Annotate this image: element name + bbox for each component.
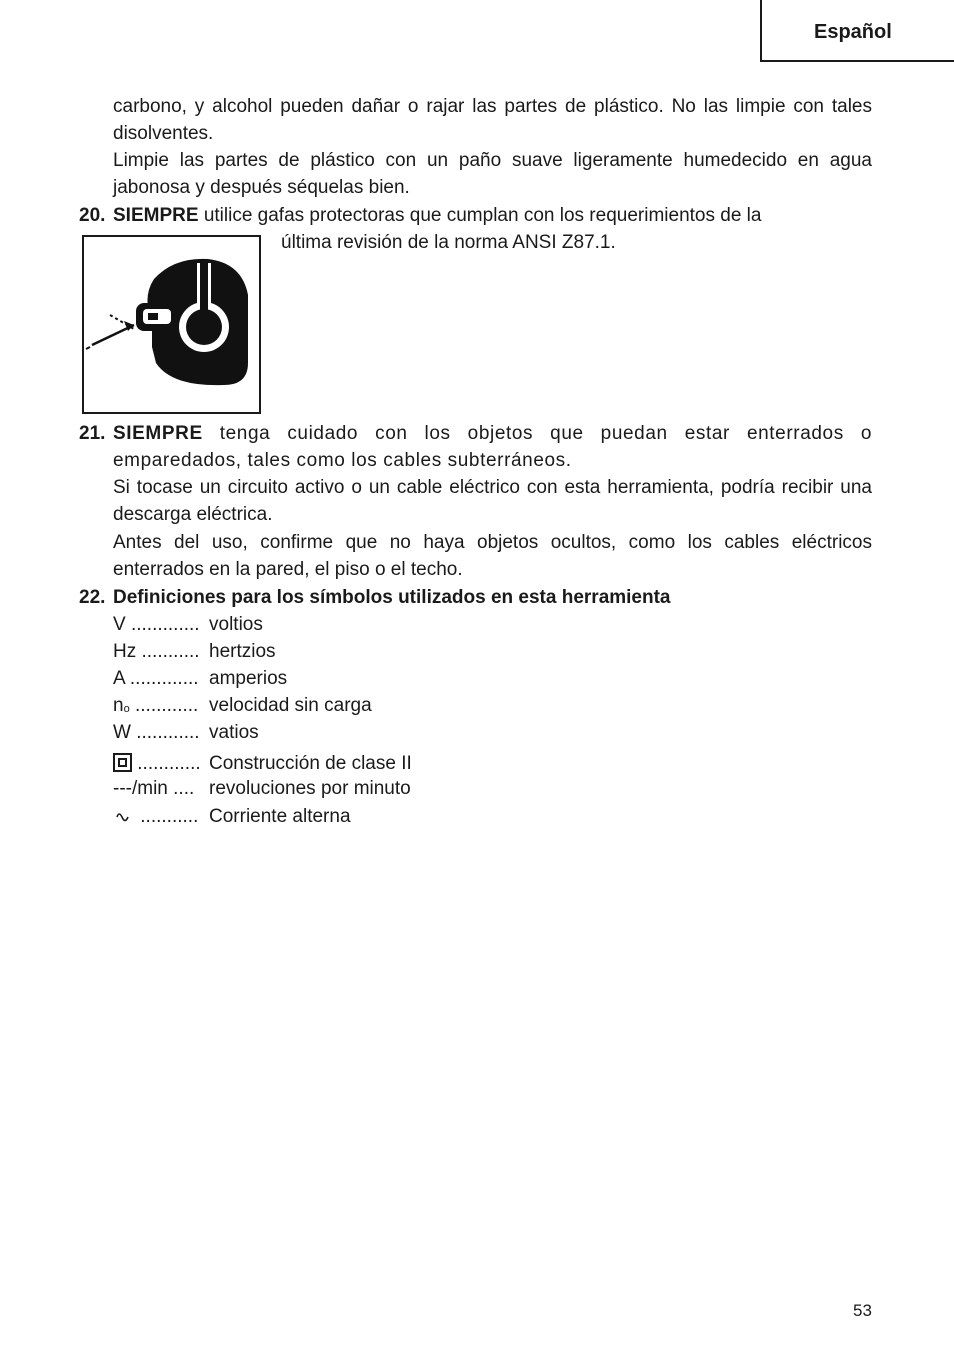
symbol-value: amperios (209, 668, 288, 689)
symbol-value: voltios (209, 614, 263, 635)
item-22-number: 22. (79, 587, 106, 608)
language-label: Español (814, 21, 892, 43)
symbol-row-hertz (113, 638, 276, 665)
symbol-value: revoluciones por minuto (209, 778, 411, 799)
item-22-heading: Definiciones para los símbolos utilizados en esta herramienta (113, 587, 671, 608)
item-21-paragraph-3: Antes del uso, confirme que no haya objetos ocultos, como los cables eléctricos enterrados en la pared, el piso o el techo. (113, 532, 872, 580)
symbol-key: W ............ (113, 722, 200, 743)
symbol-value: Construcción de clase II (209, 753, 412, 774)
symbol-row-alternating-current (113, 803, 351, 830)
item-21-text: tenga cuidado con los objetos que puedan estar enterrados o emparedados, tales como los cables subterráneos. (113, 423, 872, 471)
alternating-current-icon (113, 809, 135, 827)
symbol-row-amperes (113, 665, 288, 692)
symbol-value: Corriente alterna (209, 806, 351, 827)
symbol-value: velocidad sin carga (209, 695, 372, 716)
item-21-paragraph-2: Si tocase un circuito activo o un cable eléctrico con esta herramienta, podría recibir una descarga eléctrica. (113, 477, 872, 525)
class-ii-icon (113, 753, 132, 772)
symbol-key: ............ (113, 750, 209, 777)
item-20-text-a: utilice gafas protectoras que cumplan con los requerimientos de la (203, 205, 762, 226)
item-21-number: 21. (79, 423, 106, 444)
symbol-value: vatios (209, 722, 259, 743)
symbol-key: A ............. (113, 668, 199, 689)
symbol-key: V ............. (113, 614, 200, 635)
page-number: 53 (853, 1301, 872, 1320)
language-tab (760, 0, 954, 62)
symbol-value: hertzios (209, 641, 276, 662)
symbol-key: $n_o$ ............ (113, 695, 199, 716)
symbol-row-class-ii (113, 750, 412, 777)
intro-paragraph-1: carbono, y alcohol pueden dañar o rajar las partes de plástico. No las limpie con tales disolventes. (113, 96, 872, 144)
item-20-line-1 (113, 202, 872, 229)
symbol-key: Hz ........... (113, 641, 200, 662)
symbol-key: ---/min .... (113, 778, 195, 799)
safety-goggles-ear-protection-icon (82, 235, 261, 414)
symbol-row-volts (113, 611, 263, 638)
symbol-row-watts (113, 719, 259, 746)
intro-paragraph-2: Limpie las partes de plástico con un paño suave ligeramente humedecido en agua jabonosa y después séquelas bien. (113, 150, 872, 198)
symbol-row-rpm (113, 775, 411, 802)
item-20-line-2: última revisión de la norma ANSI Z87.1. (281, 232, 616, 253)
item-21-paragraph-1 (113, 420, 872, 474)
item-21-lead: SIEMPRE (113, 423, 203, 444)
item-20-lead: SIEMPRE (113, 205, 199, 226)
symbol-key: ........... (113, 803, 209, 830)
item-20-number: 20. (79, 205, 106, 226)
